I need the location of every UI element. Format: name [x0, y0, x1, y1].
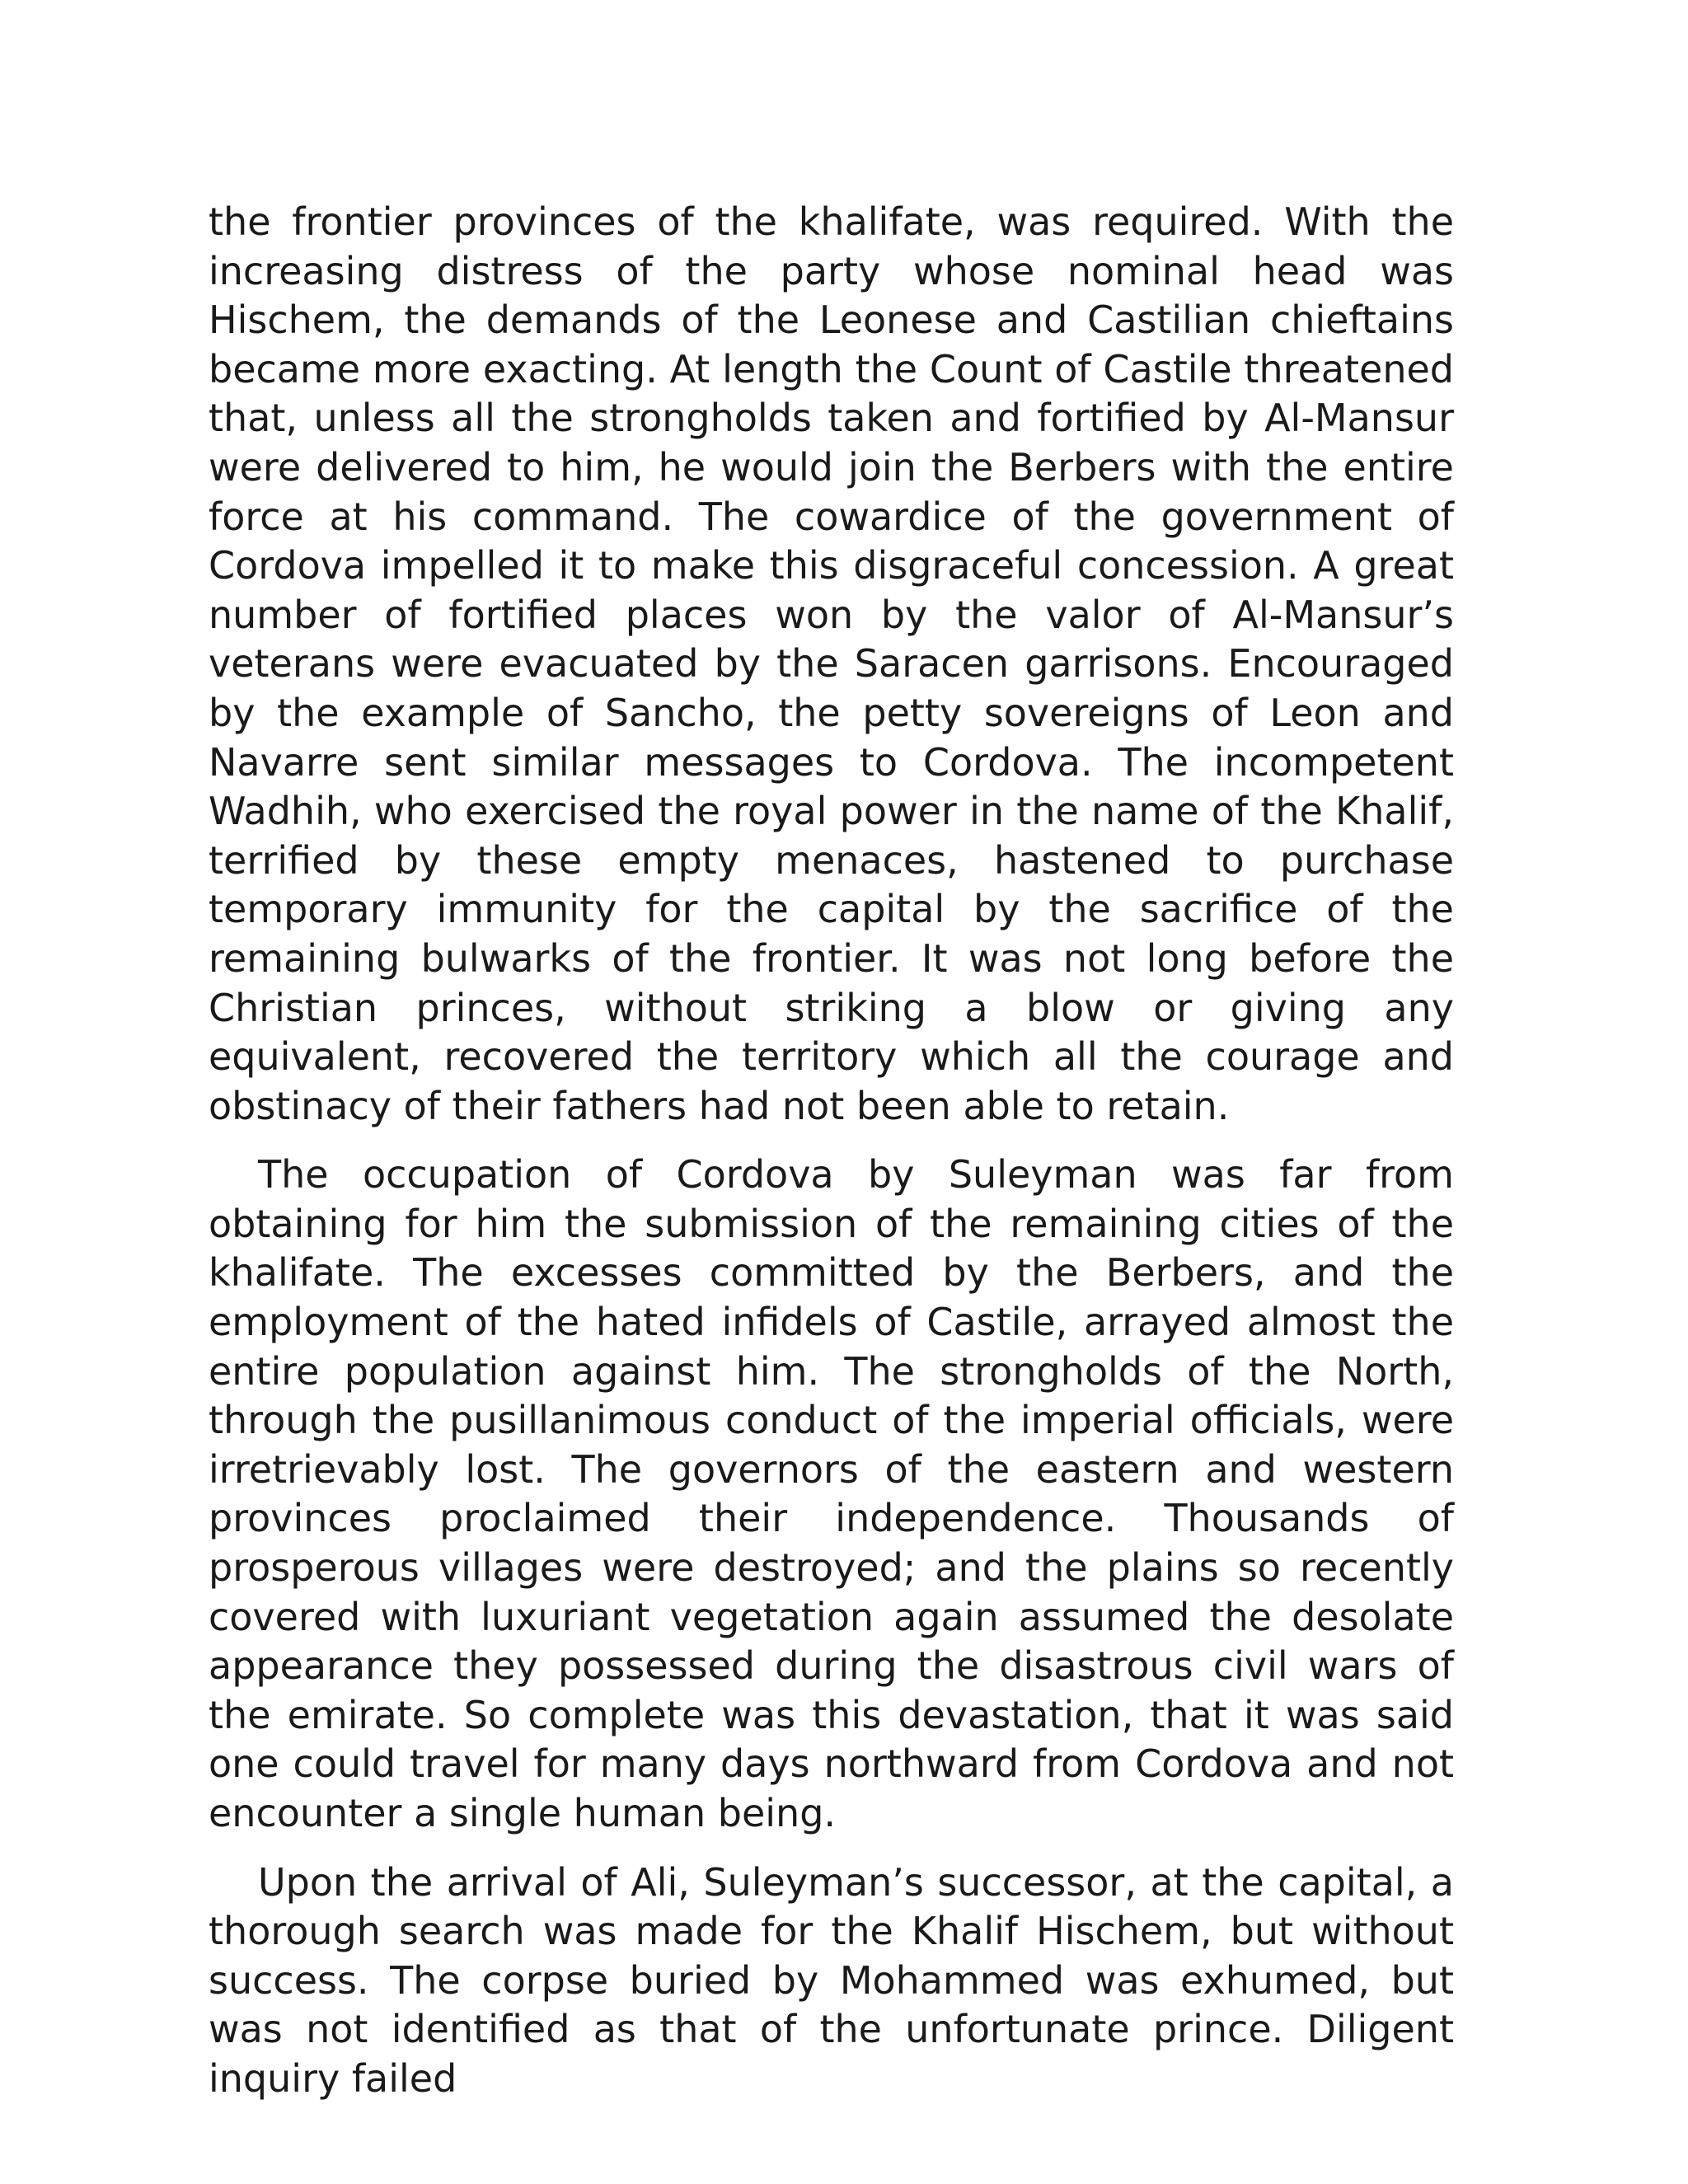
paragraph-2: The occupation of Cordova by Suleyman was far from obtaining for him the submission of the remaining cities of the khalifate. The excesses committed by the Berbers, and the employment of the hated infidels of Castile, arrayed almost the entire population against him. The strongholds of the North, through the pusillanimous conduct of the imperial officials, were irretrievably lost. The governors of the eastern and western provinces proclaimed their independence. Thousands of prosperous villages were destroyed; and the plains so recently covered with luxuriant vegetation again assumed the desolate appearance they possessed during the disastrous civil wars of the emirate. So complete was this devastation, that it was said one could travel for many days northward from Cordova and not encounter a single human being. — [209, 1152, 1454, 1835]
paragraph-3: Upon the arrival of Ali, Suleyman’s successor, at the capital, a thorough search was made for the Khalif Hischem, but without success. The corpse buried by Mohammed was exhumed, but was not identified as that of the unfortunate prince. Diligent inquiry failed — [209, 1859, 1454, 2101]
body-text — [209, 198, 1454, 2124]
paragraph-1: the frontier provinces of the khalifate, was required. With the increasing distress of the party whose nominal head was Hischem, the demands of the Leonese and Castilian chieftains became more exacting. At length the Count of Castile threatened that, unless all the strongholds taken and fortified by Al-Mansur were delivered to him, he would join the Berbers with the entire force at his command. The cowardice of the government of Cordova impelled it to make this disgraceful concession. A great number of fortified places won by the valor of Al-Mansur’s veterans were evacuated by the Saracen garrisons. Encouraged by the example of Sancho, the petty sovereigns of Leon and Navarre sent similar messages to Cordova. The incompetent Wadhih, who exercised the royal power in the name of the Khalif, terrified by these empty menaces, hastened to purchase temporary immunity for the capital by the sacrifice of the remaining bulwarks of the frontier. It was not long before the Christian princes, without striking a blow or giving any equivalent, recovered the territory which all the courage and obstinacy of their fathers had not been able to retain. — [209, 199, 1454, 1128]
